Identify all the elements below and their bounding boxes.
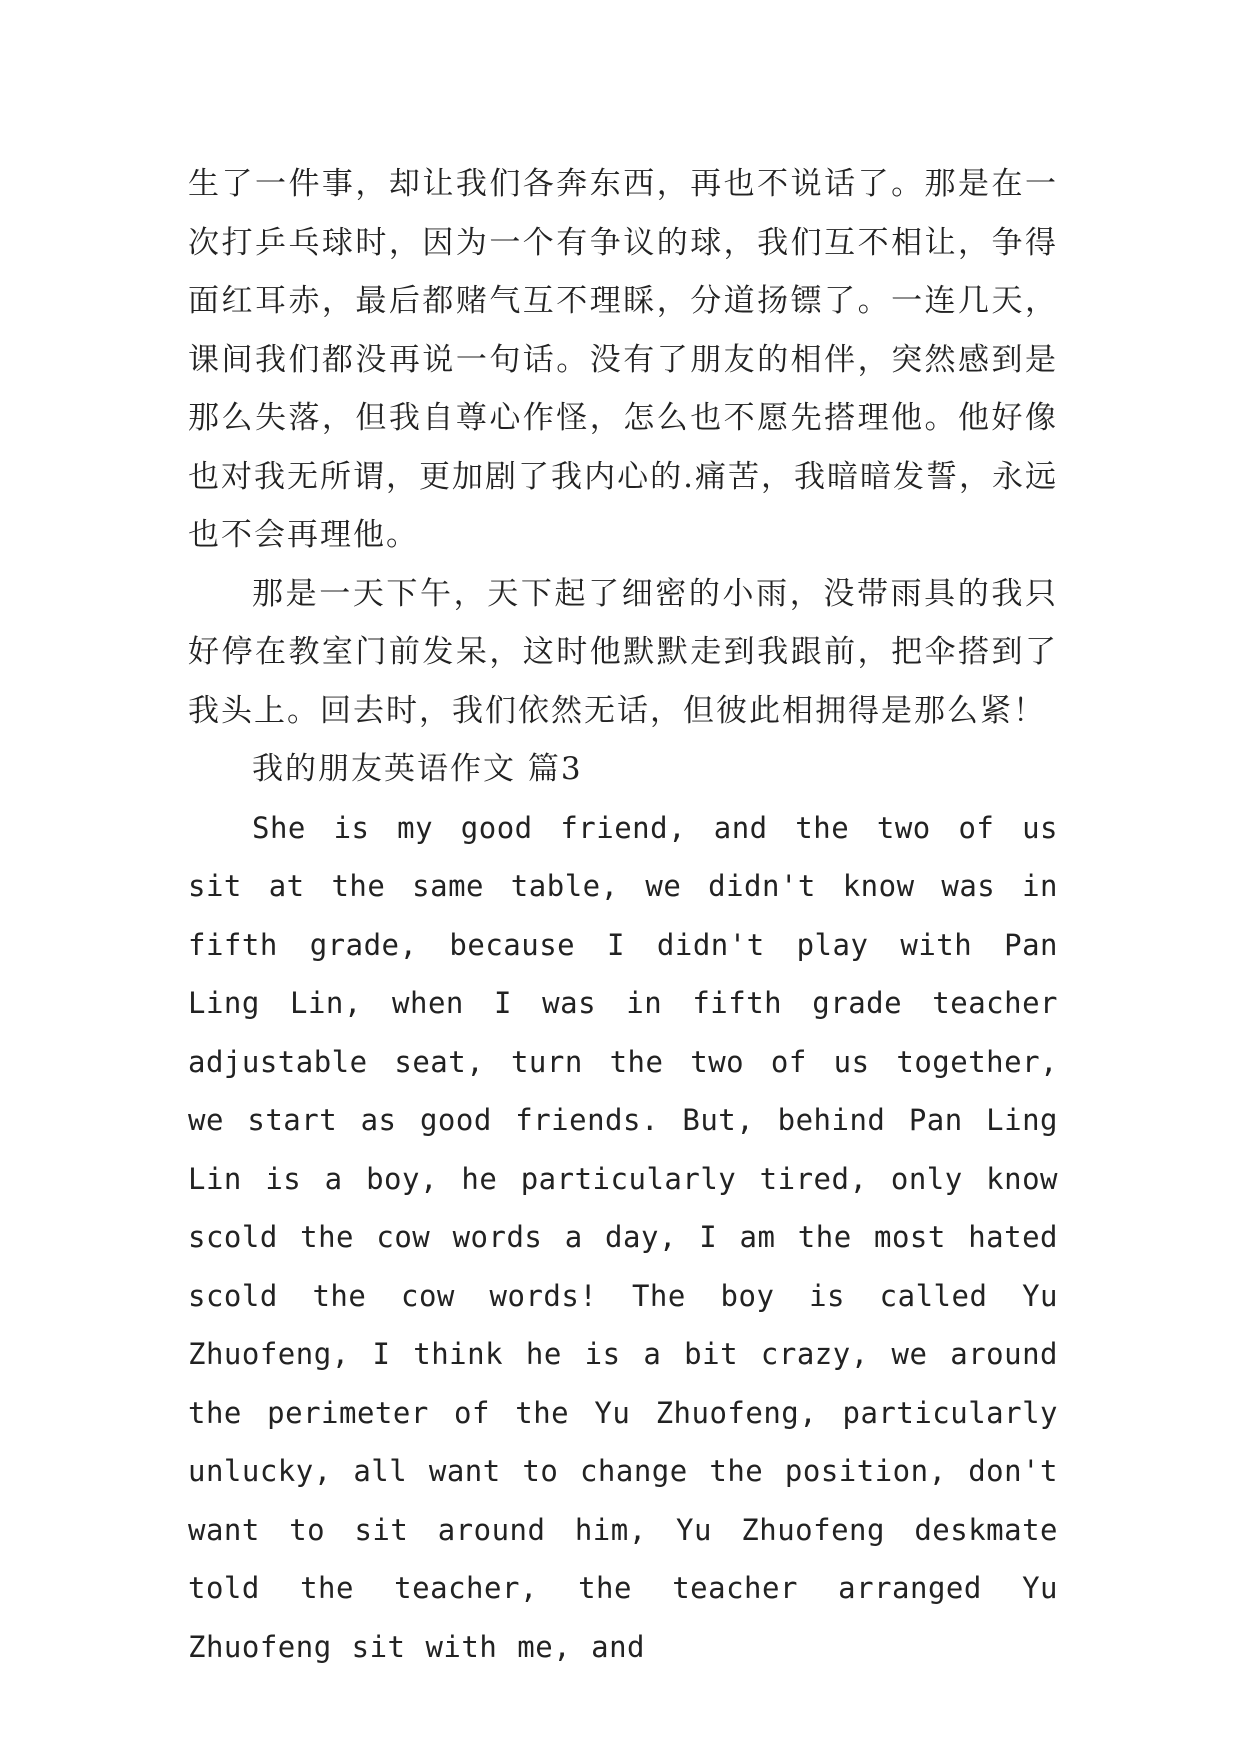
document-body (188, 155, 1058, 1676)
paragraph-english-essay: She is my good friend, and the two of us sit at the same table, we didn't know was in fifth grade, because I didn't play with Pan Ling Lin, when I was in fifth grade teacher adjustable seat, turn the two of us together, we start as good friends. But, behind Pan Ling Lin is a boy, he particularly tired, only know scold the cow words a day, I am the most hated scold the cow words! The boy is called Yu Zhuofeng, I think he is a bit crazy, we around the perimeter of the Yu Zhuofeng, particularly unlucky, all want to change the position, don't want to sit around him, Yu Zhuofeng deskmate told the teacher, the teacher arranged Yu Zhuofeng sit with me, and (188, 810, 1058, 1664)
paragraph-rain-story: 那是一天下午，天下起了细密的小雨，没带雨具的我只好停在教室门前发呆，这时他默默走到我跟前，把伞搭到了我头上。回去时，我们依然无话，但彼此相拥得是那么紧！ (188, 575, 1058, 729)
section-heading: 我的朋友英语作文 篇3 (252, 751, 583, 787)
paragraph-continuation: 生了一件事，却让我们各奔东西，再也不说话了。那是在一次打乒乓球时，因为一个有争议的球，我们互不相让，争得面红耳赤，最后都赌气互不理睬，分道扬镖了。一连几天，课间我们都没再说一句话。没有了朋友的相伴，突然感到是那么失落，但我自尊心作怪，怎么也不愿先搭理他。他好像也对我无所谓，更加剧了我内心的.痛苦，我暗暗发誓，永远也不会再理他。 (188, 166, 1058, 553)
